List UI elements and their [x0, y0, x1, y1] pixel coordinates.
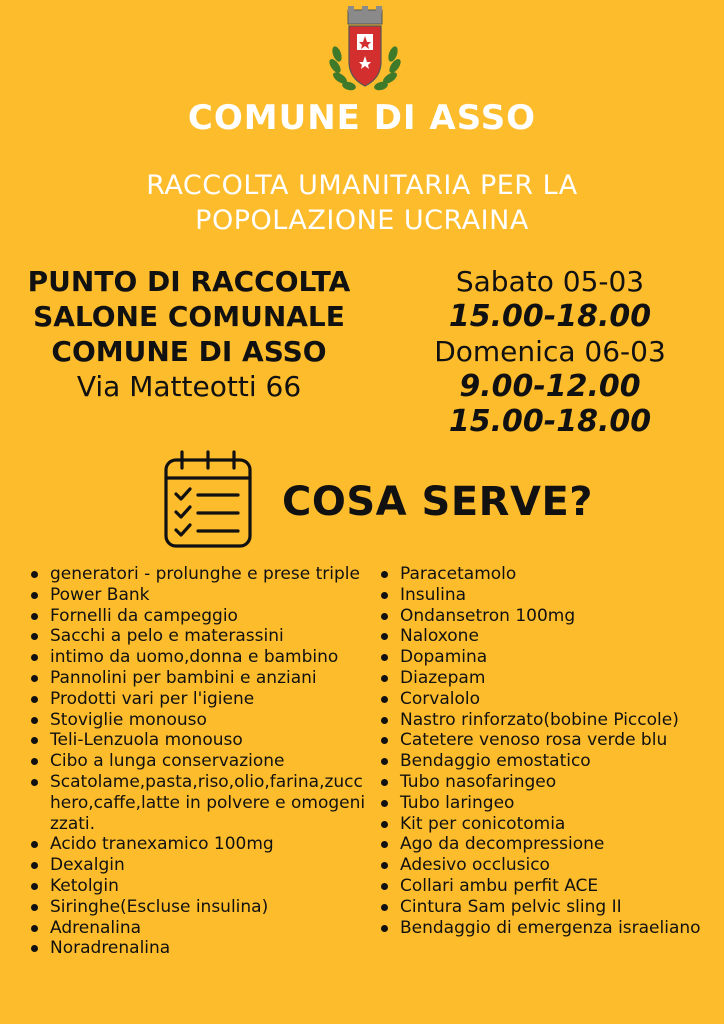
collection-point [8, 264, 370, 404]
list-item: Ketolgin [28, 876, 368, 897]
list-item: Ondansetron 100mg [378, 606, 718, 627]
page-title: COMUNE DI ASSO [187, 98, 537, 138]
list-item: Ago da decompressione [378, 834, 718, 855]
day-label: Domenica 06-03 [434, 335, 666, 368]
list-item: Dopamina [378, 647, 718, 668]
needs-heading: COSA SERVE? [282, 479, 593, 525]
location-line: PUNTO DI RACCOLTA [27, 265, 351, 298]
list-item: Bendaggio emostatico [378, 751, 718, 772]
list-item: Cintura Sam pelvic sling II [378, 897, 718, 918]
list-item: intimo da uomo,donna e bambino [28, 647, 368, 668]
time-range: 15.00-18.00 [448, 404, 652, 439]
list-item: Cibo a lunga conservazione [28, 751, 368, 772]
list-item: Power Bank [28, 585, 368, 606]
municipal-crest-icon [327, 4, 403, 96]
list-item: Noradrenalina [28, 938, 368, 959]
list-item: Sacchi a pelo e materassini [28, 626, 368, 647]
subtitle-line: POPOLAZIONE UCRAINA [195, 205, 529, 236]
list-item: Acido tranexamico 100mg [28, 834, 368, 855]
list-item: generatori - prolunghe e prese triple [28, 564, 368, 585]
list-item: Nastro rinforzato(bobine Piccole) [378, 710, 718, 731]
list-item: Diazepam [378, 668, 718, 689]
list-item: Scatolame,pasta,riso,olio,farina,zucchero,caffe,latte in polvere e omogenizzati. [28, 772, 368, 834]
list-item: Catetere venoso rosa verde blu [378, 730, 718, 751]
list-item: Prodotti vari per l'igiene [28, 689, 368, 710]
list-item: Tubo laringeo [378, 793, 718, 814]
list-item: Bendaggio di emergenza israeliano [378, 918, 718, 939]
list-item: Tubo nasofaringeo [378, 772, 718, 793]
list-item: Naloxone [378, 626, 718, 647]
list-item: Pannolini per bambini e anziani [28, 668, 368, 689]
needs-list-left [28, 564, 368, 959]
list-item: Fornelli da campeggio [28, 606, 368, 627]
list-item: Collari ambu perfit ACE [378, 876, 718, 897]
time-range: 15.00-18.00 [448, 299, 652, 334]
day-label: Sabato 05-03 [455, 265, 645, 298]
list-item: Adesivo occlusico [378, 855, 718, 876]
clipboard-checklist-icon [160, 448, 256, 550]
list-item: Adrenalina [28, 918, 368, 939]
list-item: Stoviglie monouso [28, 710, 368, 731]
list-item: Insulina [378, 585, 718, 606]
list-item: Paracetamolo [378, 564, 718, 585]
subtitle [0, 168, 724, 238]
time-range: 9.00-12.00 [459, 369, 641, 404]
location-line: COMUNE DI ASSO [51, 335, 327, 368]
list-item: Kit per conicotomia [378, 814, 718, 835]
needs-list-right [378, 564, 718, 938]
schedule [385, 264, 715, 439]
list-item: Corvalolo [378, 689, 718, 710]
location-line: SALONE COMUNALE [33, 300, 345, 333]
list-item: Siringhe(Escluse insulina) [28, 897, 368, 918]
list-item: Teli-Lenzuola monouso [28, 730, 368, 751]
subtitle-line: RACCOLTA UMANITARIA PER LA [146, 170, 578, 201]
list-item: Dexalgin [28, 855, 368, 876]
address: Via Matteotti 66 [76, 370, 302, 403]
